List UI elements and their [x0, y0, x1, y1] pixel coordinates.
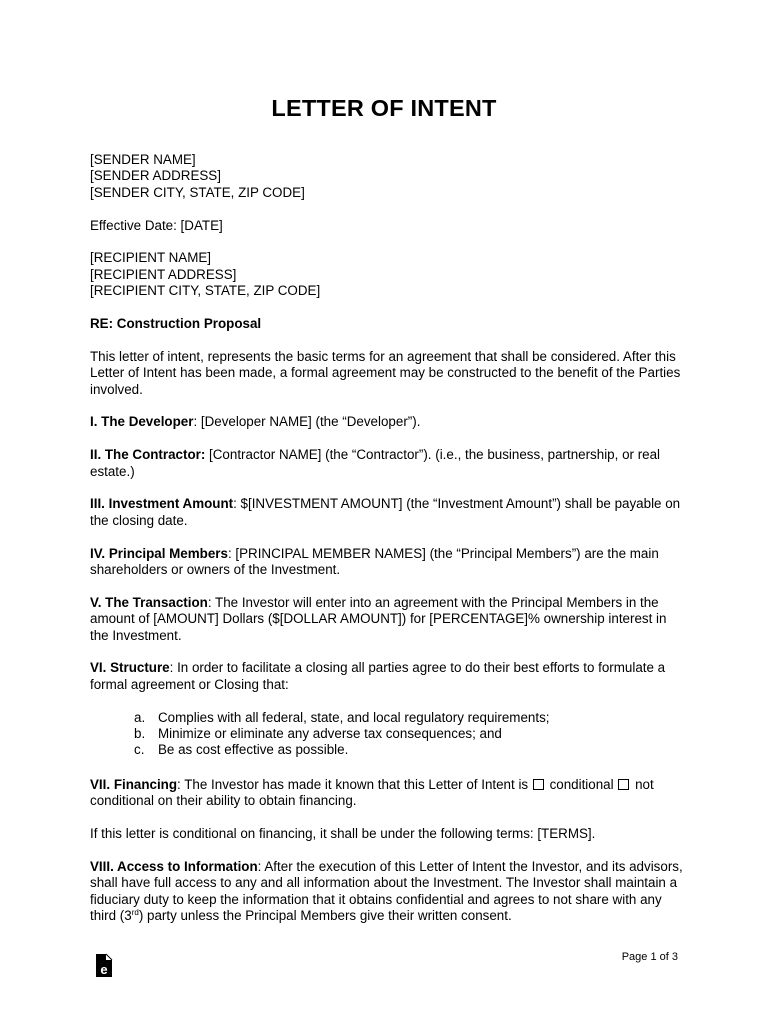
- page-number: Page 1 of 3: [621, 951, 678, 963]
- list-marker: b.: [134, 726, 146, 742]
- not-conditional-option-label: not conditional on their ability to obtain financing.: [90, 776, 654, 809]
- section-text: [Contractor NAME] (the “Contractor”). (i.e., the business, partnership, or real estate.): [90, 447, 661, 479]
- sender-block: [90, 152, 686, 201]
- ordinal-superscript: rd: [131, 908, 139, 918]
- section-heading: VIII. Access to Information: [90, 858, 258, 874]
- section-structure: [90, 660, 686, 693]
- document-body: [90, 152, 686, 941]
- structure-list: [134, 710, 686, 759]
- sender-name: [SENDER NAME]: [90, 152, 196, 167]
- section-financing: [90, 777, 686, 810]
- section-heading: VII. Financing: [90, 776, 178, 792]
- recipient-city-state-zip: [RECIPIENT CITY, STATE, ZIP CODE]: [90, 283, 321, 299]
- section-text: : [PRINCIPAL MEMBER NAMES] (the “Principal Members”) are the main shareholders or owners of the Investment.: [90, 545, 659, 578]
- list-item: [134, 726, 686, 742]
- list-marker: a.: [134, 709, 146, 725]
- section-text: : In order to facilitate a closing all parties agree to do their best efforts to formulate a formal agreement or Closing that:: [90, 660, 666, 692]
- conditional-checkbox[interactable]: [533, 779, 544, 790]
- effective-date: Effective Date: [DATE]: [90, 217, 223, 233]
- sender-address: [SENDER ADDRESS]: [90, 168, 221, 184]
- list-item: [134, 742, 686, 758]
- section-principal-members: [90, 546, 686, 579]
- document-title: LETTER OF INTENT: [271, 95, 497, 121]
- section-text: : The Investor has made it known that this Letter of Intent is: [177, 776, 532, 792]
- document-logo-icon: [95, 950, 113, 978]
- list-item: [134, 710, 686, 726]
- section-text: : [Developer NAME] (the “Developer”).: [193, 414, 421, 430]
- conditional-option-label: conditional: [549, 776, 614, 792]
- list-item-text: Minimize or eliminate any adverse tax consequences; and: [158, 726, 502, 742]
- section-investment-amount: [90, 496, 686, 529]
- recipient-name: [RECIPIENT NAME]: [90, 250, 212, 266]
- section-heading: III. Investment Amount: [90, 496, 234, 512]
- section-heading: II. The Contractor:: [90, 447, 206, 463]
- section-developer: [90, 414, 686, 430]
- not-conditional-checkbox[interactable]: [618, 779, 629, 790]
- list-item-text: Be as cost effective as possible.: [158, 742, 349, 758]
- list-item-text: Complies with all federal, state, and local regulatory requirements;: [158, 709, 550, 725]
- section-text: : $[INVESTMENT AMOUNT] (the “Investment Amount”) shall be payable on the closing date.: [90, 496, 681, 528]
- section-access-to-information: [90, 859, 686, 925]
- sender-city-state-zip: [SENDER CITY, STATE, ZIP CODE]: [90, 184, 305, 200]
- recipient-block: [90, 250, 686, 299]
- section-text: ) party unless the Principal Members give their written consent.: [138, 908, 512, 924]
- section-heading: I. The Developer: [90, 414, 194, 430]
- section-transaction: [90, 595, 686, 644]
- re-line: RE: Construction Proposal: [90, 316, 262, 332]
- svg-text:e: e: [100, 962, 108, 977]
- recipient-address: [RECIPIENT ADDRESS]: [90, 266, 237, 282]
- section-heading: V. The Transaction: [90, 594, 208, 610]
- section-heading: VI. Structure: [90, 660, 170, 676]
- section-heading: IV. Principal Members: [90, 545, 228, 561]
- section-contractor: [90, 447, 686, 480]
- section-text: : The Investor will enter into an agreement with the Principal Members in the amount of [AMOUNT] Dollars ($[DOLLAR AMOUNT]) for [PERCENTAGE]% ownership interest in the Investment.: [90, 594, 667, 643]
- financing-terms: If this letter is conditional on financing, it shall be under the following terms: [TERMS].: [90, 826, 596, 842]
- list-marker: c.: [134, 742, 145, 758]
- section-text: : After the execution of this Letter of Intent the Investor, and its advisors, shall have full access to any and all information about the Investment. The Investor shall maintain a fiduciary duty to keep the information that it obtains confidential and agrees to not share with any third (3: [90, 858, 683, 924]
- intro-paragraph: This letter of intent, represents the basic terms for an agreement that shall be considered. After this Letter of Intent has been made, a formal agreement may be constructed to the benefit of the Parties involved.: [90, 348, 681, 397]
